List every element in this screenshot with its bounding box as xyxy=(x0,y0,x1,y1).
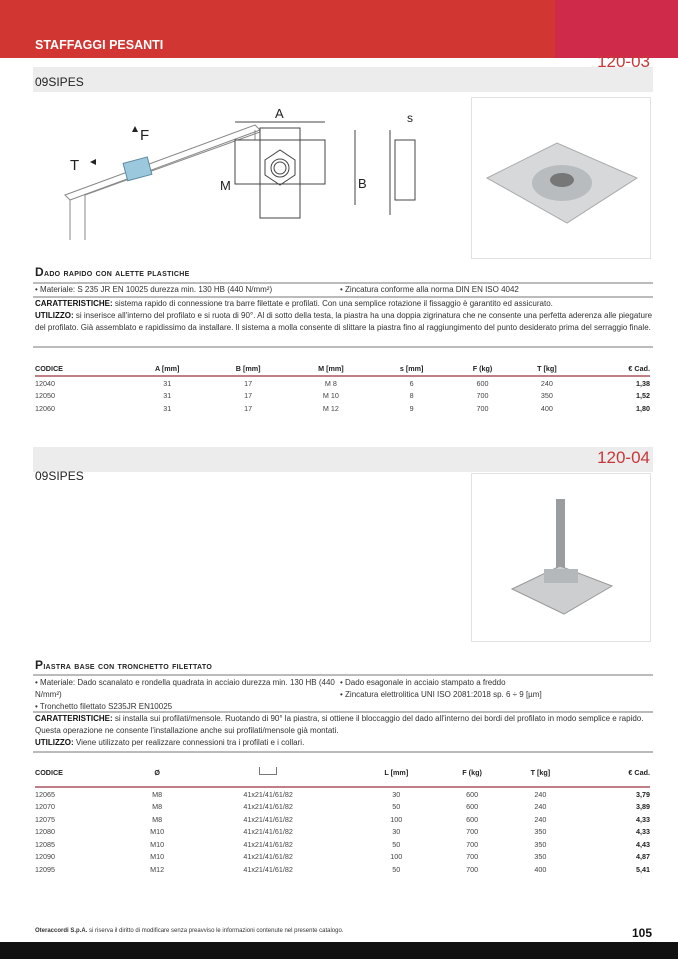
table-cell: 350 xyxy=(534,852,547,862)
spec-item: • Materiale: S 235 JR EN 10025 durezza min. 130 HB (440 N/mm²) xyxy=(35,285,273,294)
table-row xyxy=(35,838,650,851)
technical-drawing xyxy=(55,100,455,250)
column-header: B [mm] xyxy=(207,362,288,376)
table-cell: 1,52 xyxy=(636,391,650,401)
table-cell: 12040 xyxy=(35,378,55,388)
column-header: L [mm] xyxy=(355,765,438,787)
table-cell: 30 xyxy=(392,789,401,799)
table-cell: 41x21/41/61/82 xyxy=(243,864,293,874)
table-cell: 4,33 xyxy=(636,827,650,837)
table-cell: 50 xyxy=(392,802,401,812)
table-cell: 17 xyxy=(244,403,253,413)
table-cell: 400 xyxy=(534,864,547,874)
table-cell: 41x21/41/61/82 xyxy=(243,814,293,824)
force-label-f: F xyxy=(140,127,150,144)
table-cell: 400 xyxy=(540,403,553,413)
column-header: CODICE xyxy=(35,765,133,787)
spec-item: • Zincatura conforme alla norma DIN EN ISO 4042 xyxy=(340,285,519,294)
table-cell: M12 xyxy=(150,864,165,874)
column-header: A [mm] xyxy=(127,362,208,376)
table-cell: 4,33 xyxy=(636,814,650,824)
page-number: 105 xyxy=(631,926,652,940)
utilizzo-text: Viene utilizzato per realizzare connessioni tra i profilati e i collari. xyxy=(73,738,305,747)
table-cell: 31 xyxy=(163,391,172,401)
table-cell: M 8 xyxy=(324,378,337,388)
footer-note xyxy=(35,928,344,934)
table-cell: 700 xyxy=(466,852,479,862)
product-code: 120-04 xyxy=(597,448,650,467)
column-header: CODICE xyxy=(35,362,127,376)
table-cell: 240 xyxy=(534,789,547,799)
header-accent xyxy=(555,0,678,58)
table-row xyxy=(35,813,650,826)
table-cell: 12090 xyxy=(35,852,55,862)
table-row xyxy=(35,787,650,801)
table-cell: 600 xyxy=(466,814,479,824)
footer-text: si riserva il diritto di modificare senza preavviso le informazioni contenute nel presente catalogo. xyxy=(87,928,344,934)
column-header: € Cad. xyxy=(579,362,650,376)
table-cell: M10 xyxy=(150,852,165,862)
table-cell: 9 xyxy=(409,403,414,413)
table-cell: 700 xyxy=(476,391,489,401)
table-cell: 17 xyxy=(244,378,253,388)
column-header: s [mm] xyxy=(373,362,451,376)
column-header: F (kg) xyxy=(438,765,506,787)
column-header: € Cad. xyxy=(575,765,650,787)
dim-label-m: M xyxy=(220,178,231,193)
table-cell: 700 xyxy=(476,403,489,413)
table-cell: 4,87 xyxy=(636,852,650,862)
table-cell: M8 xyxy=(152,802,163,812)
product-table xyxy=(35,362,650,415)
table-cell: 50 xyxy=(392,839,401,849)
footer-bar xyxy=(0,942,678,959)
table-cell: 700 xyxy=(466,827,479,837)
table-cell: M8 xyxy=(152,814,163,824)
table-cell: M 12 xyxy=(322,403,339,413)
table-row xyxy=(35,801,650,814)
table-cell: 600 xyxy=(476,378,489,388)
specs xyxy=(35,677,655,713)
table-cell: M 10 xyxy=(322,391,339,401)
column-header: T [kg] xyxy=(515,362,579,376)
table-cell: 350 xyxy=(534,827,547,837)
column-header: M [mm] xyxy=(289,362,373,376)
table-cell: 100 xyxy=(390,814,403,824)
divider xyxy=(33,674,653,676)
spec-item: • Dado esagonale in acciaio stampato a freddo xyxy=(340,678,506,687)
utilizzo-label: UTILIZZO: xyxy=(35,311,74,320)
table-cell: 12070 xyxy=(35,802,55,812)
section-title: STAFFAGGI PESANTI xyxy=(35,38,164,52)
table-cell: 3,79 xyxy=(636,789,650,799)
table-cell: 240 xyxy=(540,378,553,388)
brand-label: 09SIPES xyxy=(35,469,84,483)
table-header xyxy=(35,362,650,376)
dim-label-s: s xyxy=(407,111,413,125)
table-cell: 8 xyxy=(409,391,414,401)
caratteristiche-label: CARATTERISTICHE: xyxy=(35,714,113,723)
table-cell: 12075 xyxy=(35,814,55,824)
utilizzo-text: si inserisce all'interno del profilato e si ruota di 90°. Al di sotto della testa, la piastra ha una doppia zigrinatura che ne consente una perfetta aderenza alle piegature del profilato. Già assemblato e rapidissimo da installare. Il sistema a molla consente di slittare la piastra fino al raggiungimento del punto desiderato prima del serraggio finale. xyxy=(35,311,653,332)
table-row xyxy=(35,390,650,403)
product-photo xyxy=(471,473,651,642)
table-cell: 100 xyxy=(390,852,403,862)
dim-label-b: B xyxy=(358,176,367,191)
table-cell: 240 xyxy=(534,802,547,812)
column-header: T [kg] xyxy=(506,765,574,787)
profile-icon xyxy=(182,765,355,787)
table-cell: M8 xyxy=(152,789,163,799)
description xyxy=(35,298,655,334)
spec-item: • Materiale: Dado scanalato e rondella quadrata in acciaio durezza min. 130 HB (440 N/mm²) xyxy=(35,678,335,699)
product-table xyxy=(35,765,650,876)
table-cell: 30 xyxy=(392,827,401,837)
table-cell: M10 xyxy=(150,839,165,849)
brand-label: 09SIPES xyxy=(35,75,84,89)
table-row xyxy=(35,402,650,415)
spec-item: • Zincatura elettrolitica UNI ISO 2081:2018 sp. 6 ÷ 9 [µm] xyxy=(340,690,542,699)
table-row xyxy=(35,376,650,390)
utilizzo-label: UTILIZZO: xyxy=(35,738,74,747)
table-cell: 12095 xyxy=(35,864,55,874)
column-header: F (kg) xyxy=(450,362,514,376)
table-cell: 350 xyxy=(540,391,553,401)
product-title: Dado rapido con alette plastiche xyxy=(35,265,190,279)
table-cell: 41x21/41/61/82 xyxy=(243,789,293,799)
caratteristiche-text: sistema rapido di connessione tra barre filettate e profilati. Con una semplice rotazione il fissaggio è garantito ed assicurato. xyxy=(112,299,553,308)
divider xyxy=(33,751,653,753)
table-cell: 12060 xyxy=(35,403,55,413)
table-cell: 50 xyxy=(392,864,401,874)
product-bar xyxy=(33,447,653,472)
table-cell: 12050 xyxy=(35,391,55,401)
table-cell: 12080 xyxy=(35,827,55,837)
company-name: Oteraccordi S.p.A. xyxy=(35,928,88,934)
product-code: 120-03 xyxy=(597,52,650,71)
table-cell: 12065 xyxy=(35,789,55,799)
table-cell: 31 xyxy=(163,378,172,388)
table-cell: 350 xyxy=(534,839,547,849)
table-cell: 3,89 xyxy=(636,802,650,812)
product-title: Piastra base con tronchetto filettato xyxy=(35,658,213,672)
table-row xyxy=(35,826,650,839)
table-cell: 41x21/41/61/82 xyxy=(243,839,293,849)
spec-item: • Tronchetto filettato S235JR EN10025 xyxy=(35,702,173,711)
table-cell: 600 xyxy=(466,802,479,812)
column-header: Ø xyxy=(133,765,182,787)
caratteristiche-label: CARATTERISTICHE: xyxy=(35,299,113,308)
table-cell: 41x21/41/61/82 xyxy=(243,802,293,812)
table-cell: 5,41 xyxy=(636,864,650,874)
table-cell: M10 xyxy=(150,827,165,837)
dim-label-a: A xyxy=(275,106,284,121)
table-cell: 1,80 xyxy=(636,403,650,413)
product-bar xyxy=(33,67,653,92)
table-cell: 17 xyxy=(244,391,253,401)
table-cell: 700 xyxy=(466,839,479,849)
table-row xyxy=(35,863,650,876)
table-cell: 12085 xyxy=(35,839,55,849)
table-row xyxy=(35,851,650,864)
table-cell: 41x21/41/61/82 xyxy=(243,827,293,837)
specs xyxy=(35,284,655,296)
table-header xyxy=(35,765,650,787)
table-cell: 240 xyxy=(534,814,547,824)
table-cell: 1,38 xyxy=(636,378,650,388)
table-cell: 6 xyxy=(409,378,414,388)
table-cell: 4,43 xyxy=(636,839,650,849)
table-cell: 31 xyxy=(163,403,172,413)
description xyxy=(35,713,655,749)
torque-label-t: T xyxy=(70,157,80,174)
table-cell: 600 xyxy=(466,789,479,799)
product-photo xyxy=(471,97,651,259)
divider xyxy=(33,346,653,348)
table-cell: 700 xyxy=(466,864,479,874)
caratteristiche-text: si installa sui profilati/mensole. Ruotando di 90° la piastra, si ottiene il bloccaggio del dado all'interno dei bordi del profilato in modo semplice e rapido. Questa operazione ne consente l'installazione anche sui profilati/mensole già montati. xyxy=(35,714,644,735)
table-cell: 41x21/41/61/82 xyxy=(243,852,293,862)
